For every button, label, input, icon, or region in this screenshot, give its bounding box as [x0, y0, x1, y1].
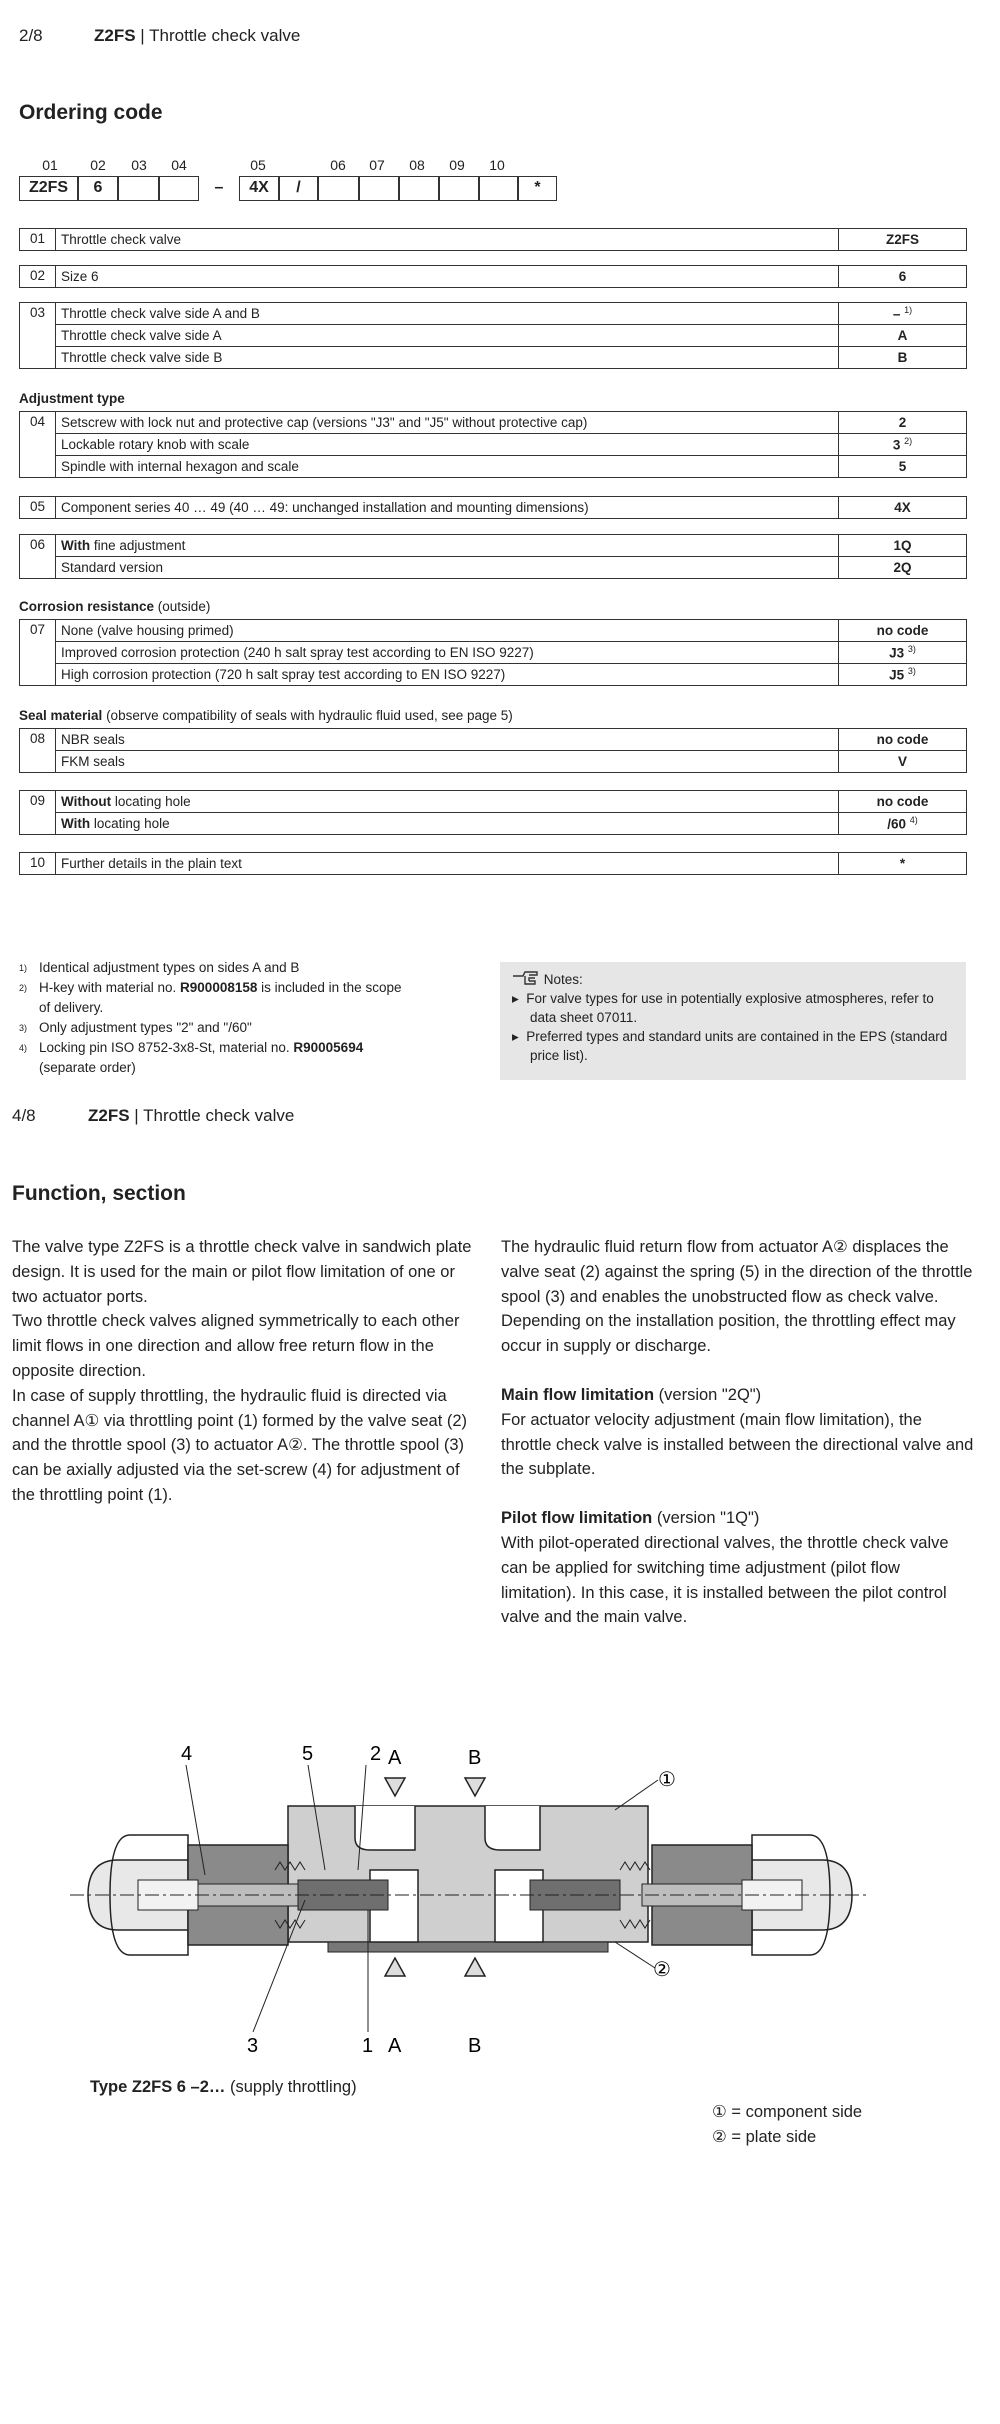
order-table-09 — [19, 790, 967, 835]
row-code: * — [839, 853, 967, 875]
corrosion-heading: Corrosion resistance (outside) — [19, 599, 211, 614]
port-a-bottom-arrow — [385, 1958, 405, 1976]
table-row — [20, 266, 967, 288]
figure-legend — [712, 2100, 862, 2150]
order-table-08 — [19, 728, 967, 773]
code-box — [318, 176, 359, 201]
table-row — [20, 456, 967, 478]
label-4: 4 — [181, 1743, 193, 1765]
code-box — [479, 176, 518, 201]
paragraph: The valve type Z2FS is a throttle check valve in sandwich plate design. It is used for the main or pilot flow limitation of one or two actuator ports. — [12, 1238, 472, 1306]
table-row — [20, 620, 967, 642]
label-3: 3 — [247, 2035, 259, 2057]
order-table-06 — [19, 534, 967, 579]
label-5: 5 — [302, 1743, 314, 1765]
code-box — [399, 176, 439, 201]
row-description: NBR seals — [56, 729, 839, 751]
note-item: ▸ For valve types for use in potentially explosive atmospheres, refer to data sheet 07011. — [512, 991, 934, 1025]
footnote: 3) Only adjustment types "2" and "/60" — [19, 1020, 252, 1035]
order-table-05 — [19, 496, 967, 519]
row-number: 03 — [20, 303, 56, 369]
function-section-heading: Function, section — [12, 1182, 186, 1205]
row-description: Further details in the plain text — [56, 853, 839, 875]
code-position-number: 01 — [42, 157, 58, 173]
table-row — [20, 813, 967, 835]
row-description: With fine adjustment — [56, 535, 839, 557]
seal-material-heading: Seal material (observe compatibility of seals with hydraulic fluid used, see page 5) — [19, 708, 513, 723]
table-row — [20, 791, 967, 813]
row-number: 04 — [20, 412, 56, 478]
code-position-number: 08 — [409, 157, 425, 173]
table-row — [20, 642, 967, 664]
order-table-07 — [19, 619, 967, 686]
pilot-flow-heading: Pilot flow limitation (version "1Q") — [501, 1509, 760, 1528]
row-description: Throttle check valve side B — [56, 347, 839, 369]
code-box: 4X — [239, 176, 279, 201]
code-position-number: 07 — [369, 157, 385, 173]
code-box — [439, 176, 479, 201]
code-box — [118, 176, 159, 201]
row-code: B — [839, 347, 967, 369]
valve-housing — [288, 1806, 648, 1942]
footnotes — [19, 958, 401, 1078]
table-row — [20, 325, 967, 347]
callout-plate-side: ② — [653, 1959, 671, 1981]
code-box: Z2FS — [19, 176, 78, 201]
row-number: 10 — [20, 853, 56, 875]
table-row — [20, 729, 967, 751]
code-box: / — [279, 176, 318, 201]
row-description: FKM seals — [56, 751, 839, 773]
label-a-top: A — [388, 1747, 402, 1769]
figure-caption: Type Z2FS 6 –2… (supply throttling) — [90, 2078, 357, 2096]
notes-box — [500, 962, 966, 1080]
row-code: – $^{1)}$ — [839, 303, 967, 325]
row-description: Throttle check valve side A and B — [56, 303, 839, 325]
row-code: 1Q — [839, 535, 967, 557]
table-row — [20, 535, 967, 557]
code-position-number: 02 — [90, 157, 106, 173]
code-box: – — [214, 179, 224, 196]
paragraph: For actuator velocity adjustment (main flow limitation), the throttle check valve is installed between the directional valve and the subplate. — [501, 1410, 974, 1479]
row-number: 01 — [20, 229, 56, 251]
table-row — [20, 347, 967, 369]
row-number: 05 — [20, 497, 56, 519]
row-code: no code — [839, 620, 967, 642]
note-item: ▸ Preferred types and standard units are contained in the EPS (standard price list). — [512, 1029, 948, 1063]
row-number: 02 — [20, 266, 56, 288]
table-row — [20, 497, 967, 519]
valve-section-drawing — [70, 1720, 870, 2080]
order-table-02 — [19, 265, 967, 288]
adjustment-type-heading: Adjustment type — [19, 391, 125, 406]
order-table-01 — [19, 228, 967, 251]
row-description: Lockable rotary knob with scale — [56, 434, 839, 456]
table-row — [20, 412, 967, 434]
page-number: 2/8 — [19, 26, 43, 45]
page-title: | Throttle check valve — [134, 1106, 295, 1125]
row-code: J3 $^{3)}$ — [839, 642, 967, 664]
row-code: Z2FS — [839, 229, 967, 251]
table-row — [20, 303, 967, 325]
order-table-10 — [19, 852, 967, 875]
function-right-column — [501, 1235, 974, 1630]
row-code: A — [839, 325, 967, 347]
legend-item: ② = plate side — [712, 2128, 817, 2146]
code-position-number: 05 — [250, 157, 266, 173]
callout-component-side: ① — [658, 1769, 676, 1791]
row-number: 06 — [20, 535, 56, 579]
code-position-number: 10 — [489, 157, 505, 173]
main-flow-heading: Main flow limitation (version "2Q") — [501, 1385, 762, 1404]
code-box — [159, 176, 199, 201]
product-name: Z2FS — [88, 1106, 130, 1125]
function-left-column — [12, 1235, 485, 1508]
paragraph: Two throttle check valves aligned symmetrically to each other limit flows in one direction and allow free return flow in the opposite direction. — [12, 1312, 460, 1380]
port-b-top-arrow — [465, 1778, 485, 1796]
row-description: With locating hole — [56, 813, 839, 835]
plate-seal-strip — [328, 1942, 608, 1952]
row-code: /60 $^{4)}$ — [839, 813, 967, 835]
paragraph: The hydraulic fluid return flow from actuator A② displaces the valve seat (2) against the spring (5) in the direction of the throttle spool (3) and enables the unobstructed flow as check valve. Depending on the installation position, the throttling effect may occur in supply or discharge. — [501, 1238, 973, 1356]
row-number: 08 — [20, 729, 56, 773]
row-description: Spindle with internal hexagon and scale — [56, 456, 839, 478]
page-header — [19, 26, 300, 46]
row-description: Without locating hole — [56, 791, 839, 813]
code-box: * — [518, 176, 557, 201]
paragraph: With pilot-operated directional valves, the throttle check valve can be applied for switching time adjustment (pilot flow limitation). In this case, it is installed between the pilot control valve and the main valve. — [501, 1533, 949, 1627]
row-code: V — [839, 751, 967, 773]
code-position-number: 09 — [449, 157, 465, 173]
label-1: 1 — [362, 2035, 374, 2057]
footnote: 1) Identical adjustment types on sides A and B — [19, 960, 300, 975]
page-header — [12, 1106, 294, 1126]
row-code: 5 — [839, 456, 967, 478]
table-row — [20, 751, 967, 773]
footnote: 4) Locking pin ISO 8752-3x8-St, material no. R90005694 (separate order) — [19, 1040, 364, 1075]
code-position-number: 04 — [171, 157, 187, 173]
ordering-code-heading: Ordering code — [19, 101, 163, 124]
row-number: 09 — [20, 791, 56, 835]
row-code: 2 — [839, 412, 967, 434]
code-box: 6 — [78, 176, 118, 201]
table-row — [20, 229, 967, 251]
footnote: 2) H-key with material no. R900008158 is included in the scope of delivery. — [19, 980, 402, 1015]
notes-title: Notes: — [512, 970, 954, 989]
row-code: no code — [839, 791, 967, 813]
table-row — [20, 853, 967, 875]
row-code: no code — [839, 729, 967, 751]
table-row — [20, 434, 967, 456]
row-description: Standard version — [56, 557, 839, 579]
page-number: 4/8 — [12, 1106, 36, 1125]
row-description: Improved corrosion protection (240 h salt spray test according to EN ISO 9227) — [56, 642, 839, 664]
row-description: Size 6 — [56, 266, 839, 288]
code-position-number: 03 — [131, 157, 147, 173]
pointing-hand-icon — [512, 970, 540, 986]
table-row — [20, 557, 967, 579]
product-name: Z2FS — [94, 26, 136, 45]
code-box — [359, 176, 399, 201]
row-code: 6 — [839, 266, 967, 288]
label-b-bottom: B — [468, 2035, 482, 2057]
legend-item: ① = component side — [712, 2103, 863, 2121]
row-code: J5 $^{3)}$ — [839, 664, 967, 686]
order-table-03 — [19, 302, 967, 369]
row-description: Throttle check valve — [56, 229, 839, 251]
row-description: Throttle check valve side A — [56, 325, 839, 347]
paragraph: In case of supply throttling, the hydraulic fluid is directed via channel A① via throttling point (1) formed by the valve seat (2) and the throttle spool (3) to actuator A②. The throttle spool (3) can be axially adjusted via the set-screw (4) for adjustment of the throttling point (1). — [12, 1386, 468, 1504]
port-b-bottom-arrow — [465, 1958, 485, 1976]
code-position-number: 06 — [330, 157, 346, 173]
label-a-bottom: A — [388, 2035, 402, 2057]
order-table-04 — [19, 411, 967, 478]
table-row — [20, 664, 967, 686]
label-2: 2 — [370, 1743, 382, 1765]
row-description: High corrosion protection (720 h salt spray test according to EN ISO 9227) — [56, 664, 839, 686]
row-code: 4X — [839, 497, 967, 519]
row-description: Component series 40 … 49 (40 … 49: unchanged installation and mounting dimensions) — [56, 497, 839, 519]
label-b-top: B — [468, 1747, 482, 1769]
row-code: 3 $^{2)}$ — [839, 434, 967, 456]
row-number: 07 — [20, 620, 56, 686]
row-description: Setscrew with lock nut and protective cap (versions "J3" and "J5" without protective cap) — [56, 412, 839, 434]
row-description: None (valve housing primed) — [56, 620, 839, 642]
page-title: | Throttle check valve — [140, 26, 301, 45]
port-a-top-arrow — [385, 1778, 405, 1796]
row-code: 2Q — [839, 557, 967, 579]
